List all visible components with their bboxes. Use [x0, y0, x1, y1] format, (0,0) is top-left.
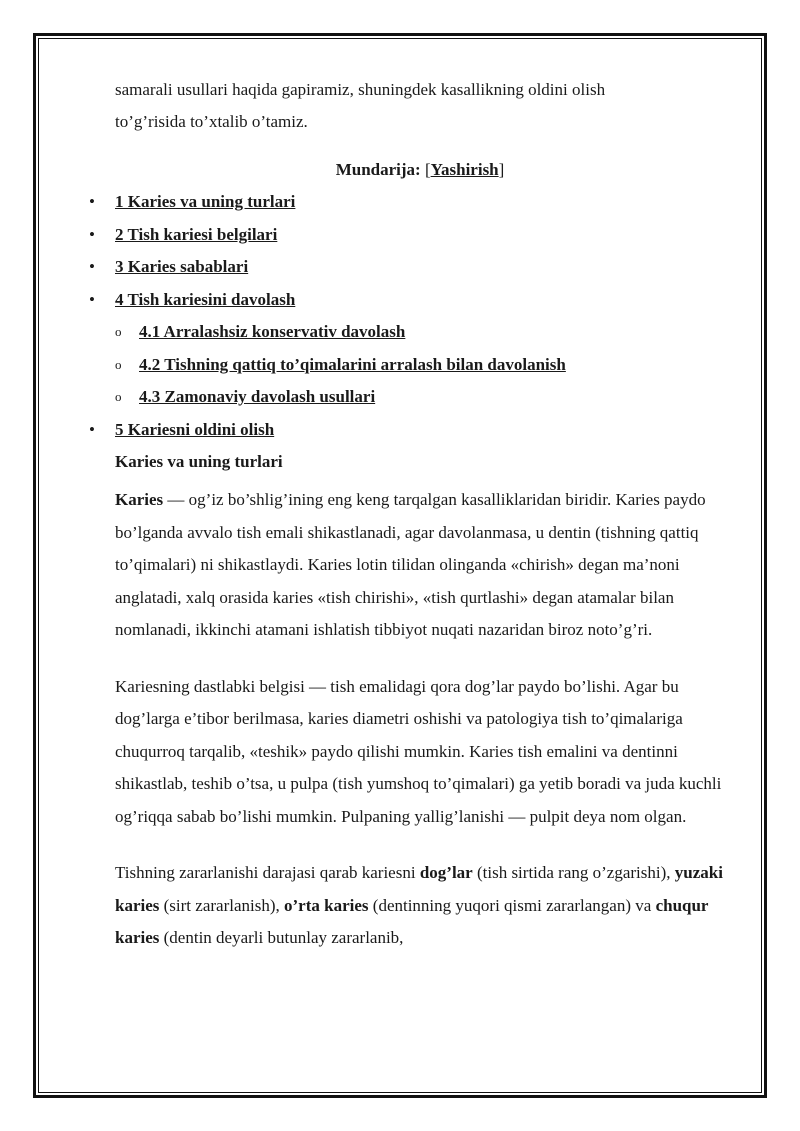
paragraph-1 [115, 484, 725, 647]
toc-subitem [115, 381, 725, 414]
toc-link-2[interactable]: 2 Tish kariesi belgilari [115, 224, 278, 244]
sub-bullet-icon: o [115, 389, 122, 404]
toc-bracket-open: [ [424, 160, 431, 179]
bullet-icon: • [89, 224, 95, 244]
sub-bullet-icon: o [115, 356, 122, 372]
intro-text [115, 74, 725, 138]
toc-hide-link[interactable]: Yashirish [430, 160, 499, 179]
toc-link-1[interactable]: 1 Karies va uning turlari [115, 192, 296, 211]
intro-line-2: to’g’risida to’xtalib o’tamiz. [115, 112, 308, 131]
toc-link-5[interactable]: 5 Kariesni oldini olish [115, 419, 275, 439]
p3-text-f: (dentin deyarli butunlay zararlanib, [159, 928, 404, 947]
paragraph-2: Kariesning dastlabki belgisi — tish emalidagi qora dog’lar paydo bo’lishi. Agar bu dog’larga e’tibor berilmasa, karies diametri oshishi va patologiya tish to’qimalariga chuqurroq tarqalib, «teshik» paydo qilishi mumkin. Karies tish emalini va dentinni shikastlab, teshib o’tsa, u pulpa (tish yumshoq to’qimalari) ga yetib boradi va juda kuchli og’riqqa sabab bo’lishi mumkin. Pulpaning yallig’lanishi — pulpit deya nom olgan. [115, 676, 722, 826]
toc-item [89, 251, 725, 284]
toc-title-label: Mundarija: [335, 160, 421, 179]
toc-link-4-2[interactable]: 4.2 Tishning qattiq to’qimalarini arralash bilan davolanish [139, 354, 566, 374]
term-yuzaki-karies: yuzaki karies [115, 863, 723, 915]
bullet-icon: • [89, 257, 95, 276]
document-body [89, 74, 725, 979]
bullet-icon: • [89, 419, 95, 439]
toc-subitem [115, 349, 725, 382]
toc-item [89, 219, 725, 252]
term-orta-karies: o’rta karies [284, 895, 369, 915]
toc-item [89, 186, 725, 219]
p3-text-e: (dentinning yuqori qismi zararlangan) va [368, 895, 656, 915]
term-doglar: dog’lar [419, 863, 473, 882]
toc-link-3[interactable]: 3 Karies sabablari [115, 257, 249, 276]
p3-text-a: Tishning zararlanishi darajasi qarab kariesni [115, 863, 420, 882]
toc-list [89, 186, 725, 446]
term-chuqur-karies: chuqur karies [115, 895, 709, 947]
toc-link-4-1[interactable]: 4.1 Arralashsiz konservativ davolash [139, 322, 406, 341]
paragraph-3 [115, 857, 725, 955]
paragraph-1-text: — og’iz bo’shlig’ining eng keng tarqalgan kasalliklaridan biridir. Karies paydo bo’lganda avvalo tish emali shikastlanadi, agar davolanmasa, u dentin (tishning qattiq to’qimalari) ni shikastlaydi. Karies lotin tilidan olinganda «chirish» degan ma’noni anglatadi, xalq orasida karies «tish chirishi», «tish qurtlashi» degan atamalar bilan nomlanadi, ikkinchi atamani ishlatish tibbiyot nuqati nazaridan biroz noto’g’ri. [115, 490, 706, 639]
sub-bullet-icon: o [115, 324, 122, 339]
toc-title [115, 154, 725, 186]
bullet-icon: • [89, 192, 95, 211]
toc-link-4[interactable]: 4 Tish kariesini davolash [115, 289, 296, 309]
bullet-icon: • [89, 289, 95, 309]
toc-item [89, 284, 725, 317]
p3-text-d: (sirt zararlanish), [159, 895, 285, 915]
p3-text-c: (tish sirtida rang o’zgarishi), [472, 863, 675, 882]
toc-bracket-close: ] [498, 160, 505, 179]
intro-line-1: samarali usullari haqida gapiramiz, shuningdek kasallikning oldini olish [115, 80, 606, 99]
section-heading: Karies va uning turlari [115, 452, 283, 471]
term-karies: Karies [115, 490, 164, 509]
toc-item [89, 414, 725, 447]
toc-link-4-3[interactable]: 4.3 Zamonaviy davolash usullari [139, 387, 376, 406]
toc-subitem [115, 316, 725, 349]
